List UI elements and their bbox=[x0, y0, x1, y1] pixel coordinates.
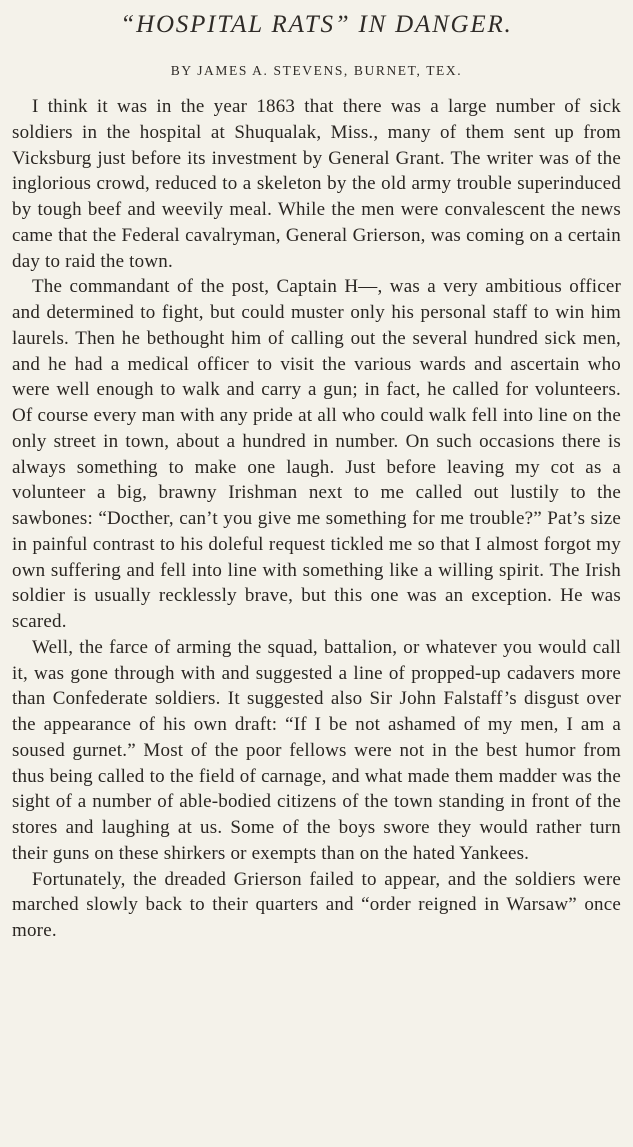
paragraph-4: Fortunately, the dreaded Grierson failed to appear, and the soldiers were marched slowly back to their quarters and “order reigned in Warsaw” once more. bbox=[12, 868, 621, 941]
article-body bbox=[12, 94, 621, 944]
paragraph-1: I think it was in the year 1863 that there was a large number of sick soldiers in the hospital at Shuqualak, Miss., many of them sent up from Vicksburg just before its investment by General Grant. The writer was of the inglorious crowd, reduced to a skeleton by the old army trouble superinduced by tough beef and weevily meal. While the men were convalescent the news came that the Federal cavalryman, General Grierson, was coming on a certain day to raid the town. bbox=[12, 96, 621, 272]
paragraph-3: Well, the farce of arming the squad, battalion, or whatever you would call it, was gone through with and suggested a line of propped-up cadavers more than Confederate soldiers. It suggested also Sir John Falstaff’s disgust over the appearance of his own draft: “If I be not ashamed of my men, I am a soused gurnet.” Most of the poor fellows were not in the best humor from thus being called to the field of carnage, and what made them madder was the sight of a number of able-bodied citizens of the town standing in front of the stores and laughing at us. Some of the boys swore they would rather turn their guns on these shirkers or exempts than on the hated Yankees. bbox=[12, 636, 621, 864]
article-title: “HOSPITAL RATS” IN DANGER. bbox=[120, 11, 513, 38]
paragraph-2: The commandant of the post, Captain H—, was a very ambitious officer and determined to fight, but could muster only his personal staff to win him laurels. Then he bethought him of calling out the several hundred sick men, and he had a medical officer to visit the various wards and ascertain who were well enough to walk and carry a gun; in fact, he called for volunteers. Of course every man with any pride at all who could walk fell into line on the only street in town, about a hundred in number. On such occasions there is always something to make one laugh. Just before leaving my cot as a volunteer a big, brawny Irishman next to me called out lustily to the sawbones: “Docther, can’t you give me something for me trouble?” Pat’s size in painful contrast to his doleful request tickled me so that I almost forgot my own suffering and fell into line with something like a willing spirit. The Irish soldier is usually recklessly brave, but this one was an exception. He was scared. bbox=[12, 276, 621, 632]
article-byline: BY JAMES A. STEVENS, BURNET, TEX. bbox=[170, 63, 463, 78]
article-page bbox=[12, 0, 621, 1147]
